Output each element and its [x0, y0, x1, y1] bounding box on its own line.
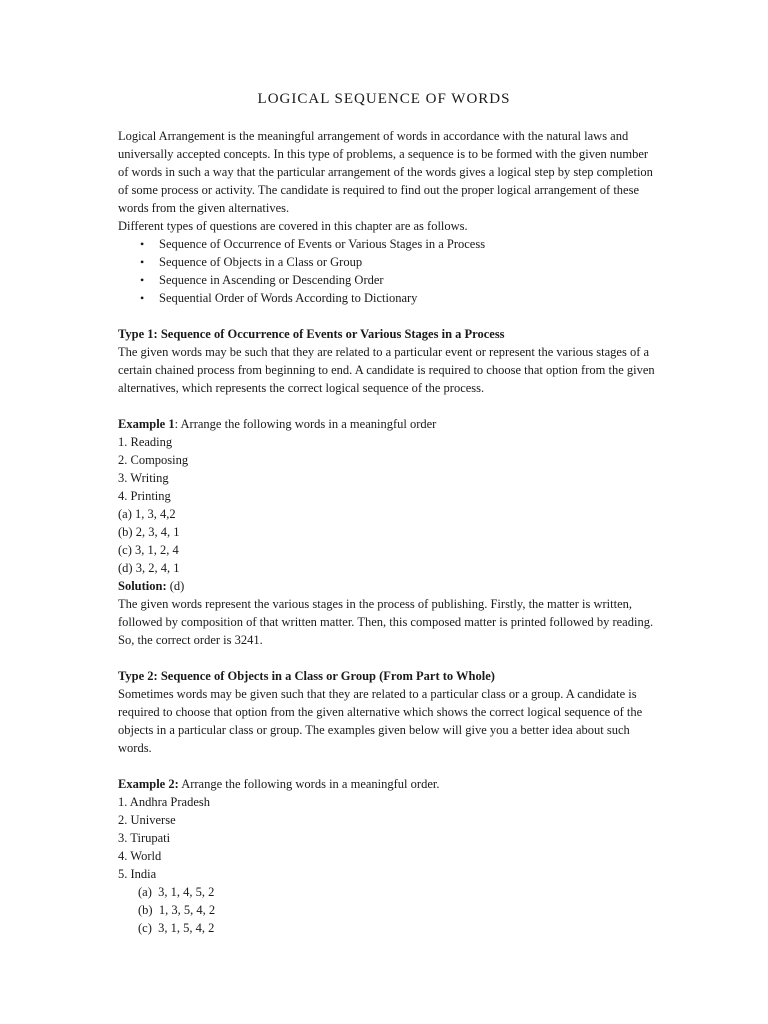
example2-prompt — [118, 775, 658, 793]
example1-item: 1. Reading — [118, 435, 173, 449]
list-item: • Sequence of Objects in a Class or Group — [140, 253, 658, 271]
solution-label: Solution: — [118, 579, 167, 593]
type1-body: The given words may be such that they are related to a particular event or represent the various stages of a certain chained process from beginning to end. A candidate is required to choose that option from the given alternatives, which represents the correct logical sequence of the process. — [118, 345, 655, 395]
example2-item: 3. Tirupati — [118, 831, 171, 845]
intro-paragraph: Logical Arrangement is the meaningful arrangement of words in accordance with the natural laws and universally accepted concepts. In this type of problems, a sequence is to be formed with the given number of words in such a way that the particular arrangement of the words gives a logical step by step completion of some process or activity. The candidate is required to find out the proper logical arrangement of these words from the given alternatives. — [118, 129, 653, 215]
type2-heading: Type 2: Sequence of Objects in a Class or Group (From Part to Whole) — [118, 669, 495, 683]
example1-item: 4. Printing — [118, 489, 171, 503]
example1-prompt — [118, 415, 658, 433]
example1-prompt-text: : Arrange the following words in a meaningful order — [174, 417, 437, 431]
example2-item: 4. World — [118, 849, 162, 863]
list-item: • Sequential Order of Words According to Dictionary — [140, 289, 658, 307]
example2-option: (b) 1, 3, 5, 4, 2 — [138, 903, 216, 917]
question-types-list — [118, 235, 658, 307]
example1-label: Example 1 — [118, 417, 175, 431]
example1-option: (c) 3, 1, 2, 4 — [118, 543, 179, 557]
list-item: • Sequence of Occurrence of Events or Various Stages in a Process — [140, 235, 658, 253]
example2-item: 1. Andhra Pradesh — [118, 795, 210, 809]
solution-value: (d) — [166, 579, 185, 593]
example1-option: (a) 1, 3, 4,2 — [118, 507, 176, 521]
example1-item: 2. Composing — [118, 453, 189, 467]
example1-item: 3. Writing — [118, 471, 169, 485]
example2-options — [118, 883, 658, 937]
example2-prompt-text: Arrange the following words in a meaningful order. — [178, 777, 440, 791]
example1-explanation: The given words represent the various stages in the process of publishing. Firstly, the matter is written, followed by composition of that written matter. Then, this composed matter is printed followed by reading. So, the correct order is 3241. — [118, 597, 654, 647]
type1-heading: Type 1: Sequence of Occurrence of Events or Various Stages in a Process — [118, 327, 505, 341]
example2-item: 5. India — [118, 867, 157, 881]
example2-item: 2. Universe — [118, 813, 176, 827]
document-body — [118, 127, 658, 937]
example1-solution — [118, 577, 658, 595]
example1-option: (d) 3, 2, 4, 1 — [118, 561, 180, 575]
page-title: LOGICAL SEQUENCE OF WORDS — [257, 91, 511, 107]
example2-label: Example 2: — [118, 777, 179, 791]
type2-body: Sometimes words may be given such that they are related to a particular class or a group. A candidate is required to choose that option from the given alternative which shows the correct logical sequence of the objects in a particular class or group. The examples given below will give you a better idea about such words. — [118, 687, 643, 755]
example1-option: (b) 2, 3, 4, 1 — [118, 525, 180, 539]
example2-option: (c) 3, 1, 5, 4, 2 — [138, 921, 215, 935]
types-intro: Different types of questions are covered in this chapter are as follows. — [118, 219, 468, 233]
example2-option: (a) 3, 1, 4, 5, 2 — [138, 885, 215, 899]
list-item: • Sequence in Ascending or Descending Order — [140, 271, 658, 289]
